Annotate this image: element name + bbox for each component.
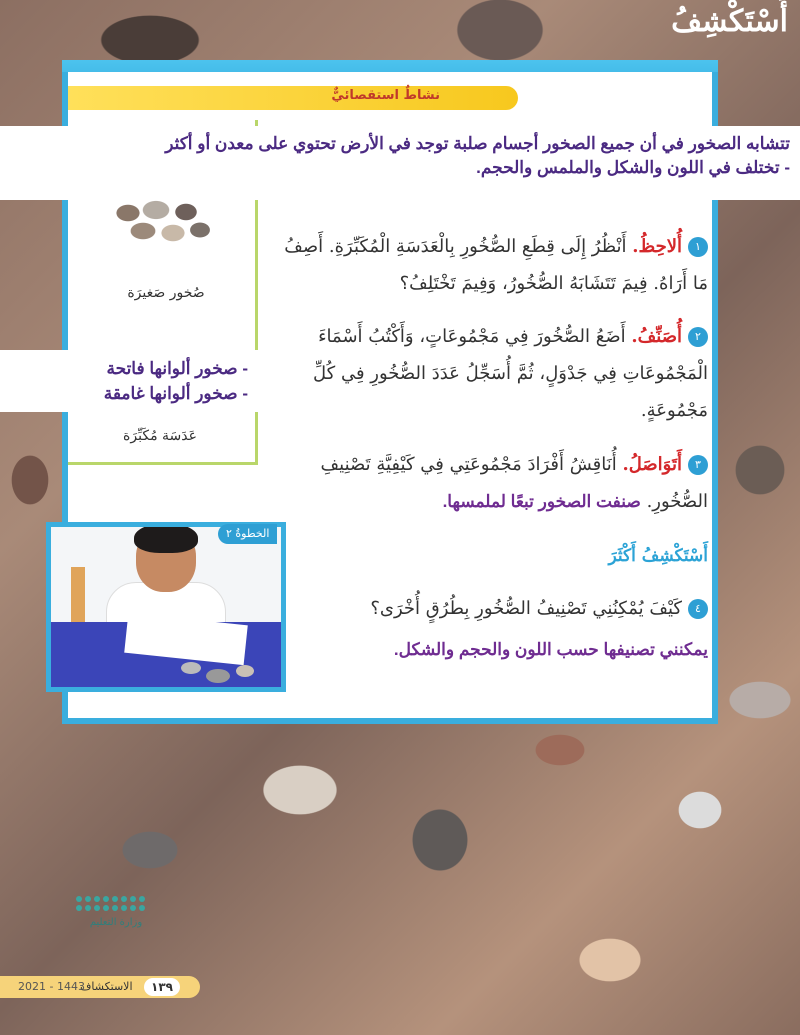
step-text: أَضَعُ الصُّخُورَ فِي مَجْمُوعَاتٍ، وَأَكْتُبُ أَسْمَاءَ الْمَجْمُوعَاتِ فِي جَدْوَلٍ، ثُمَّ أُسَجِّلُ عَدَدَ الصُّخُورِ فِي كُلِّ مَجْمُوعَةٍ.: [313, 326, 708, 421]
step-badge: الخطوةُ ٢: [218, 524, 277, 544]
answer-item: - صخور ألوانها فاتحة: [106, 359, 248, 378]
ministry-name: وزارة التعليم: [89, 917, 143, 928]
step3-answer: صنفت الصخور تبعًا لملمسها.: [442, 492, 641, 511]
step-keyword: أُصَنِّفُ.: [631, 326, 682, 347]
footer-section: الاستكشاف: [80, 980, 133, 993]
activity-label: نشاطٌ استقصائيٌّ: [331, 88, 440, 103]
section-title: أَسْتَكْشِفُ: [671, 4, 788, 39]
small-rocks-caption: صُخور صَغيرَة: [127, 285, 205, 301]
step-number: ٣: [688, 455, 708, 475]
explore-more-heading: أَسْتَكْشِفُ أَكْثَرَ: [608, 546, 708, 566]
logo-dots-icon: [76, 896, 176, 911]
step-text: أُنَاقِشُ أَفْرَادَ مَجْمُوعَتِي فِي كَيْفِيَّةِ تَصْنِيفِ الصُّخُورِ.: [320, 454, 708, 512]
answer-line: - تختلف في اللون والشكل والملمس والحجم.: [476, 158, 790, 177]
step-text: أَنْظُرُ إِلَى قِطَعِ الصُّخُورِ بِالْعَدَسَةِ الْمُكَبِّرَةِ. أَصِفُ مَا أَرَاهُ. فِيمَ تَتَشَابَهُ الصُّخُورُ، وَفِيمَ تَخْتَلِفُ؟: [284, 236, 708, 294]
step-keyword: أَتَوَاصَلُ.: [622, 454, 682, 475]
answer-box-main: [0, 126, 800, 200]
step-number: ١: [688, 237, 708, 257]
rock: [236, 665, 254, 677]
rock: [206, 669, 230, 683]
answer-box-groups: [0, 350, 258, 412]
step-classify: [268, 318, 708, 429]
answer-line: تتشابه الصخور في أن جميع الصخور أجسام صلبة توجد في الأرض تحتوي على معدن أو أكثر: [165, 134, 790, 153]
step-question: [268, 590, 708, 627]
step-number: ٢: [688, 327, 708, 347]
answer-item: - صخور ألوانها غامقة: [103, 384, 248, 403]
small-rocks-image: [108, 198, 218, 248]
rock: [181, 662, 201, 674]
footer-year: 2021 - 1443: [18, 980, 85, 993]
ministry-logo: [56, 896, 176, 960]
boy-hair: [134, 523, 198, 553]
step-keyword: أُلاحِظُ.: [632, 236, 682, 257]
chair: [71, 567, 85, 627]
step-communicate: [268, 446, 708, 520]
page-number: ١٣٩: [144, 978, 180, 996]
step4-answer: يمكنني تصنيفها حسب اللون والحجم والشكل.: [393, 640, 708, 659]
step-text: كَيْفَ يُمْكِنُنِي تَصْنِيفُ الصُّخُورِ بِطُرُقٍ أُخْرَى؟: [370, 598, 682, 619]
magnifier-caption: عَدَسَة مُكَبِّرَة: [123, 428, 197, 444]
step-observe: [268, 228, 708, 302]
student-photo: [46, 522, 286, 692]
step-number: ٤: [688, 599, 708, 619]
